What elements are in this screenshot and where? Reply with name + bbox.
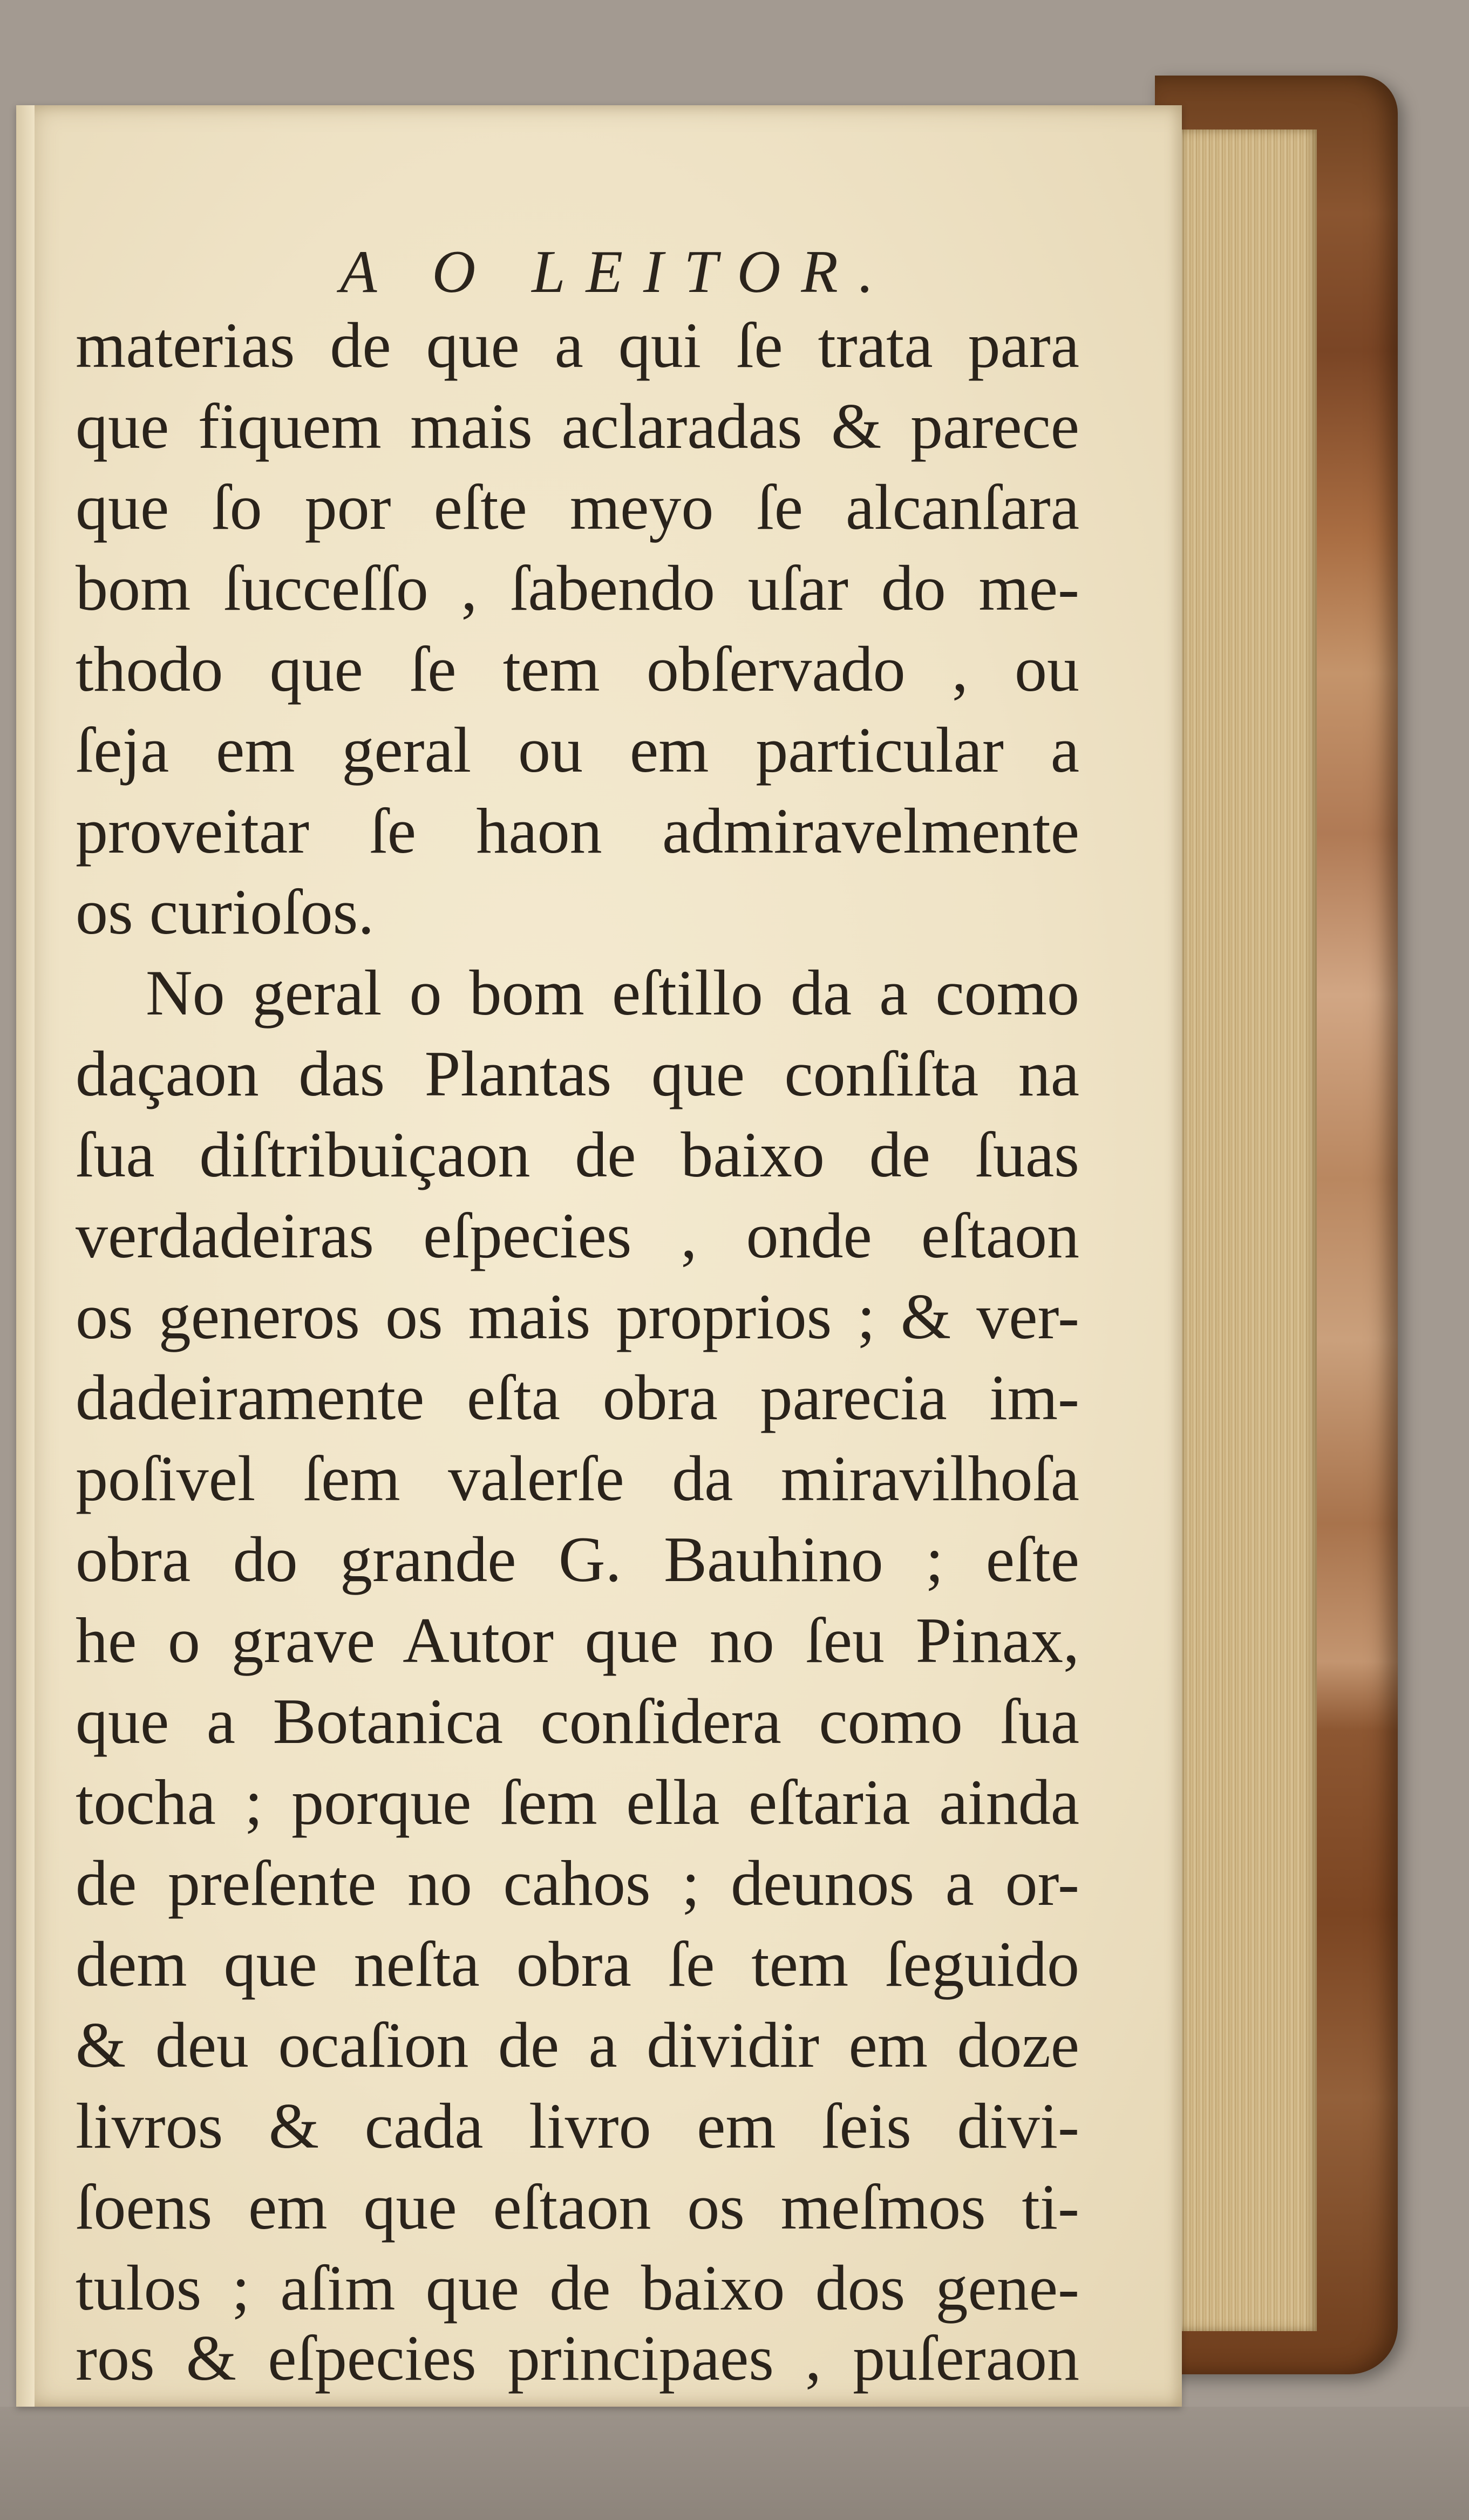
text-line: dem que neſta obra ſe tem ſeguido: [76, 1928, 1079, 2000]
text-line: obra do grande G. Bauhino ; eſte: [76, 1523, 1079, 1595]
page-edges: [1171, 130, 1317, 2331]
text-line: que fiquem mais aclaradas & parece: [76, 390, 1079, 462]
page-gutter: [16, 105, 35, 2407]
text-line: verdadeiras eſpecies , onde eſtaon: [76, 1200, 1079, 1271]
text-line: que ſo por eſte meyo ſe alcanſara: [76, 471, 1079, 543]
text-line: he o grave Autor que no ſeu Pinax,: [76, 1604, 1079, 1676]
text-line: os curioſos.: [76, 876, 375, 948]
paragraph-first-line: No geral o bom eſtillo da a como: [146, 957, 1079, 1029]
backdrop: [0, 2407, 1469, 2520]
text-line: ros & eſpecies principaes , puſeraon: [76, 2322, 1079, 2394]
text-line: tocha ; porque ſem ella eſtaria ainda: [76, 1766, 1079, 1838]
text-line: & deu ocaſion de a dividir em doze: [76, 2009, 1079, 2081]
text-line: ſoens em que eſtaon os meſmos ti-: [76, 2171, 1079, 2243]
text-line: thodo que ſe tem obſervado , ou: [76, 633, 1079, 705]
text-line: bom ſucceſſo , ſabendo uſar do me-: [76, 552, 1079, 624]
text-line: proveitar ſe haon admiravelmente: [76, 795, 1079, 867]
book-page: [16, 105, 1182, 2407]
text-line: ſua diſtribuiçaon de baixo de ſuas: [76, 1119, 1079, 1190]
text-line: ſeja em geral ou em particular a: [76, 714, 1079, 786]
text-line: materias de que a qui ſe trata para: [76, 309, 1079, 381]
text-line: dadeiramente eſta obra parecia im-: [76, 1361, 1079, 1433]
text-line: tulos ; aſim que de baixo dos gene-: [76, 2252, 1079, 2324]
text-line: livros & cada livro em ſeis divi-: [76, 2090, 1079, 2162]
running-head: A O LEITOR.: [340, 239, 894, 305]
text-line: daçaon das Plantas que conſiſta na: [76, 1038, 1079, 1109]
text-line: os generos os mais proprios ; & ver-: [76, 1281, 1079, 1352]
text-line: poſivel ſem valerſe da miravilhoſa: [76, 1442, 1079, 1514]
text-line: que a Botanica conſidera como ſua: [76, 1685, 1079, 1757]
text-line: de preſente no cahos ; deunos a or-: [76, 1847, 1079, 1919]
